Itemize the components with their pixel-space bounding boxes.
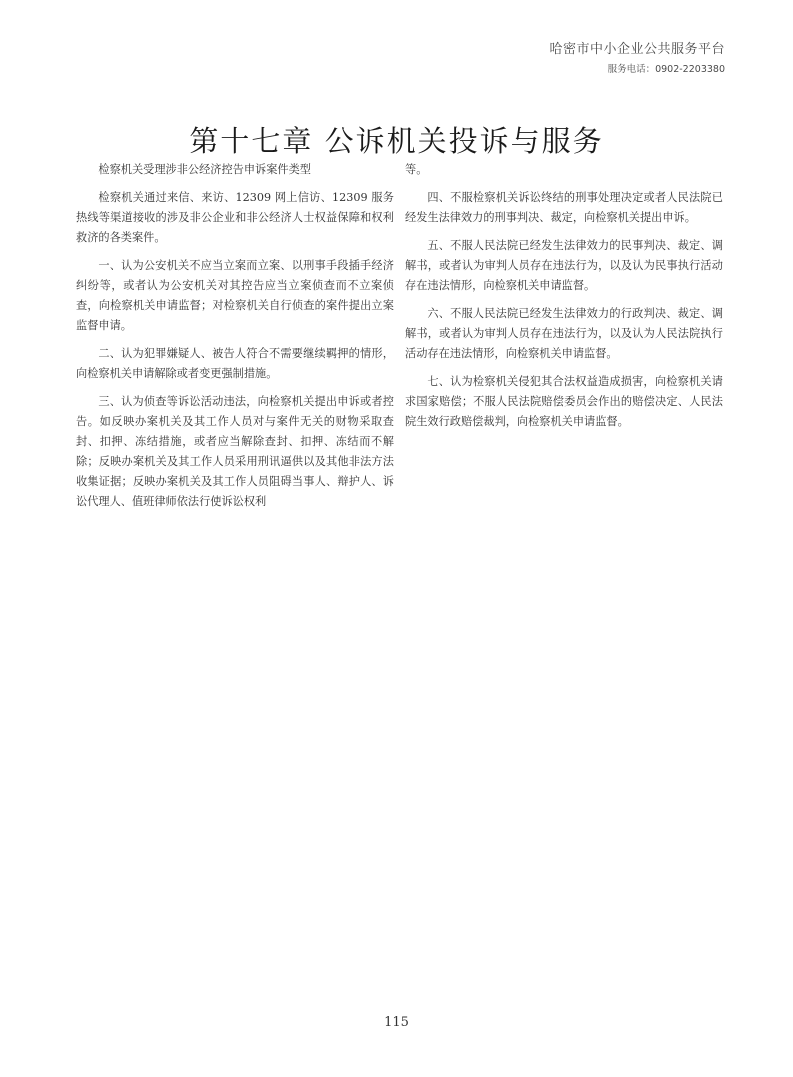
paragraph: 检察机关通过来信、来访、12309 网上信访、12309 服务热线等渠道接收的涉及非公企业和非公经济人士权益保障和权利救济的各类案件。 xyxy=(76,191,394,244)
paragraph: 三、认为侦查等诉讼活动违法，向检察机关提出申诉或者控告。如反映办案机关及其工作人员对与案件无关的财物采取查封、扣押、冻结措施，或者应当解除查封、扣押、冻结而不解除；反映办案机关及其工作人员采用刑讯逼供以及其他非法方法收集证据；反映办案机关及其工作人员阻碍当事人、辩护人、诉讼代理人、值班律师依法行使诉讼权利 xyxy=(76,395,394,508)
paragraph: 一、认为公安机关不应当立案而立案、以刑事手段插手经济纠纷等，或者认为公安机关对其控告应当立案侦查而不立案侦查，向检察机关申请监督；对检察机关自行侦查的案件提出立案监督申请。 xyxy=(76,259,394,332)
chapter-title: 第十七章 公诉机关投诉与服务 xyxy=(189,124,604,159)
paragraph-continuation: 等。 xyxy=(405,163,428,176)
paragraph: 七、认为检察机关侵犯其合法权益造成损害，向检察机关请求国家赔偿；不服人民法院赔偿委员会作出的赔偿决定、人民法院生效行政赔偿裁判，向检察机关申请监督。 xyxy=(405,375,723,428)
paragraph: 二、认为犯罪嫌疑人、被告人符合不需要继续羁押的情形，向检察机关申请解除或者变更强制措施。 xyxy=(76,347,394,380)
section-heading: 检察机关受理涉非公经济控告申诉案件类型 xyxy=(98,163,311,176)
service-phone: 服务电话：0902-2203380 xyxy=(607,64,725,75)
right-column xyxy=(405,160,723,440)
paragraph: 四、不服检察机关诉讼终结的刑事处理决定或者人民法院已经发生法律效力的刑事判决、裁定，向检察机关提出申诉。 xyxy=(405,191,723,224)
paragraph: 六、不服人民法院已经发生法律效力的行政判决、裁定、调解书，或者认为审判人员存在违法行为，以及认为人民法院执行活动存在违法情形，向检察机关申请监督。 xyxy=(405,307,723,360)
paragraph: 五、不服人民法院已经发生法律效力的民事判决、裁定、调解书，或者认为审判人员存在违法行为，以及认为民事执行活动存在违法情形，向检察机关申请监督。 xyxy=(405,239,723,292)
left-column xyxy=(76,160,394,520)
page-number: 115 xyxy=(384,1015,409,1030)
organization-name: 哈密市中小企业公共服务平台 xyxy=(549,42,725,57)
page-header xyxy=(549,38,725,75)
